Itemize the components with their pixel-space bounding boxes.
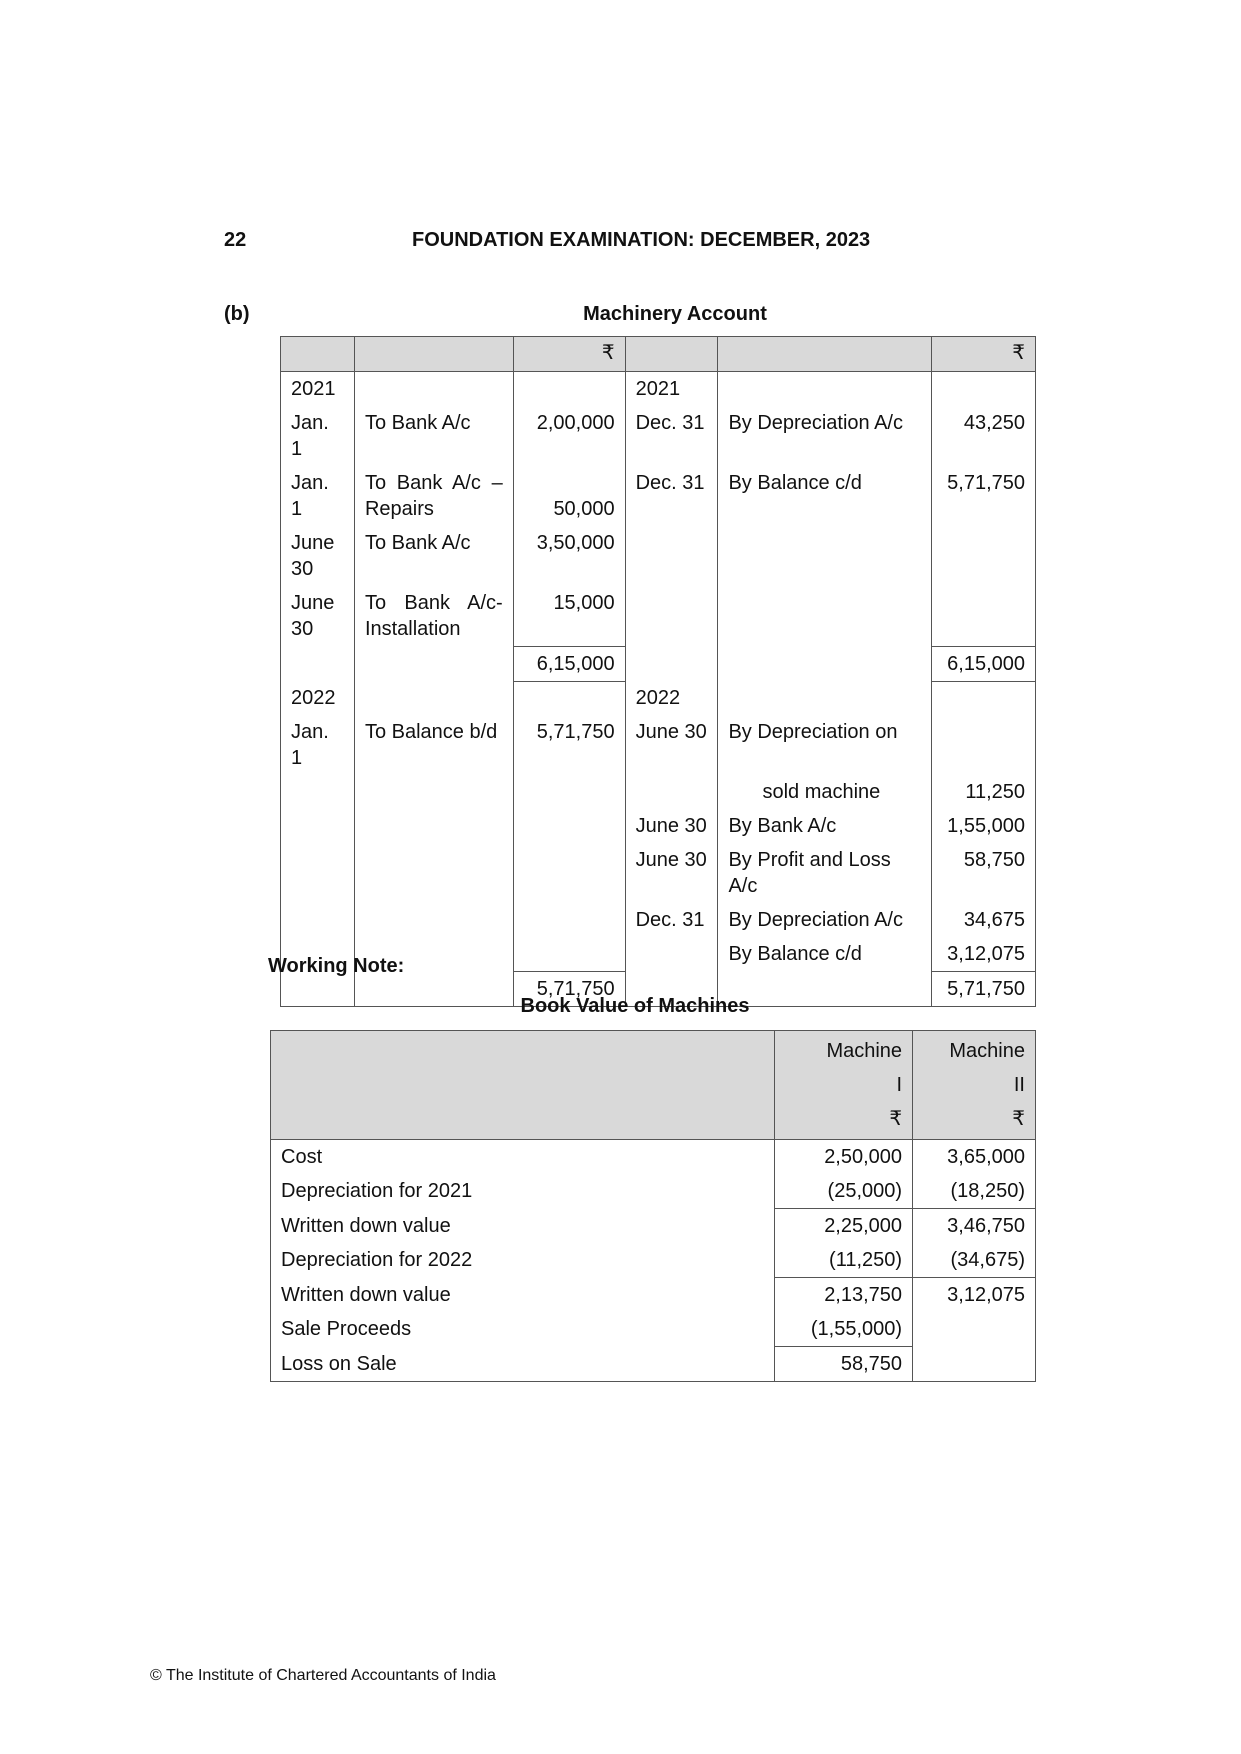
debit-amount: 50,000 (513, 466, 625, 526)
credit-amount: 43,250 (931, 406, 1035, 466)
debit-particulars: To Bank A/c – Repairs (354, 466, 513, 526)
ledger-row (281, 775, 1036, 809)
debit-total: 5,71,750 (513, 972, 625, 1007)
book-value-row (271, 1347, 1036, 1382)
credit-amount: 1,55,000 (931, 809, 1035, 843)
ledger-row (281, 526, 1036, 586)
credit-date: June 30 (625, 843, 718, 903)
credit-particulars: By Balance c/d (718, 937, 932, 972)
machine-2-value: 3,46,750 (913, 1209, 1036, 1244)
ledger-row (281, 406, 1036, 466)
credit-particulars: By Depreciation A/c (718, 903, 932, 937)
row-label: Written down value (271, 1209, 775, 1244)
machine-2-value: 3,65,000 (913, 1140, 1036, 1175)
debit-particulars: To Bank A/c- Installation (354, 586, 513, 646)
debit-year: 2021 (281, 372, 355, 407)
debit-date: June 30 (281, 526, 355, 586)
book-value-table (270, 1030, 1036, 1382)
credit-date: Dec. 31 (625, 466, 718, 526)
debit-date: June 30 (281, 586, 355, 646)
part-label: (b) (224, 303, 250, 325)
ledger-total-row (281, 646, 1036, 681)
credit-total: 6,15,000 (931, 646, 1035, 681)
credit-total: 5,71,750 (931, 972, 1035, 1007)
machine-2-value (913, 1347, 1036, 1382)
machine-2-value: 3,12,075 (913, 1278, 1036, 1313)
ledger-row (281, 903, 1036, 937)
book-value-row (271, 1243, 1036, 1278)
row-label: Cost (271, 1140, 775, 1175)
book-value-row (271, 1174, 1036, 1209)
debit-amount: 15,000 (513, 586, 625, 646)
ledger-row (281, 586, 1036, 646)
book-value-row (271, 1312, 1036, 1347)
debit-date: Jan. 1 (281, 466, 355, 526)
book-value-row (271, 1140, 1036, 1175)
debit-amount: 3,50,000 (513, 526, 625, 586)
row-label: Depreciation for 2021 (271, 1174, 775, 1209)
page-number: 22 (224, 229, 247, 251)
working-note-label: Working Note: (268, 955, 405, 977)
ledger-title: Machinery Account (583, 303, 767, 325)
row-label: Written down value (271, 1278, 775, 1313)
ledger-row (281, 843, 1036, 903)
credit-date: June 30 (625, 715, 718, 775)
debit-total: 6,15,000 (513, 646, 625, 681)
machine-1-value: 58,750 (775, 1347, 913, 1382)
debit-amount: 2,00,000 (513, 406, 625, 466)
machine-1-value: (25,000) (775, 1174, 913, 1209)
credit-particulars: By Bank A/c (718, 809, 932, 843)
row-label: Depreciation for 2022 (271, 1243, 775, 1278)
row-label: Loss on Sale (271, 1347, 775, 1382)
copyright-footer: © The Institute of Chartered Accountants of India (150, 1667, 496, 1684)
credit-amount: 3,12,075 (931, 937, 1035, 972)
ledger-row (281, 715, 1036, 775)
machine-1-value: 2,13,750 (775, 1278, 913, 1313)
credit-amount: 11,250 (931, 775, 1035, 809)
credit-particulars: sold machine (718, 775, 932, 809)
machine-2-header: Machine II ₹ (913, 1031, 1036, 1140)
debit-particulars: To Balance b/d (354, 715, 513, 775)
credit-year: 2022 (625, 681, 718, 715)
credit-particulars: By Profit and Loss A/c (718, 843, 932, 903)
credit-date: June 30 (625, 809, 718, 843)
book-value-row (271, 1209, 1036, 1244)
currency-symbol: ₹ (931, 337, 1035, 372)
machine-2-value: (34,675) (913, 1243, 1036, 1278)
ledger-row (281, 466, 1036, 526)
machine-1-header: Machine I ₹ (775, 1031, 913, 1140)
ledger-row (281, 681, 1036, 715)
credit-date: Dec. 31 (625, 903, 718, 937)
credit-date: Dec. 31 (625, 406, 718, 466)
credit-amount: 58,750 (931, 843, 1035, 903)
debit-year: 2022 (281, 681, 355, 715)
credit-amount: 34,675 (931, 903, 1035, 937)
ledger-row (281, 809, 1036, 843)
debit-particulars: To Bank A/c (354, 526, 513, 586)
machine-1-value: (11,250) (775, 1243, 913, 1278)
row-label: Sale Proceeds (271, 1312, 775, 1347)
page-header: FOUNDATION EXAMINATION: DECEMBER, 2023 (412, 229, 871, 251)
machine-2-value: (18,250) (913, 1174, 1036, 1209)
credit-particulars: By Depreciation A/c (718, 406, 932, 466)
book-value-row (271, 1278, 1036, 1313)
ledger-row (281, 372, 1036, 407)
ledger-header-row (281, 337, 1036, 372)
credit-year: 2021 (625, 372, 718, 407)
debit-date: Jan. 1 (281, 406, 355, 466)
machine-1-value: 2,50,000 (775, 1140, 913, 1175)
credit-amount: 5,71,750 (931, 466, 1035, 526)
debit-amount: 5,71,750 (513, 715, 625, 775)
credit-particulars: By Depreciation on (718, 715, 932, 775)
debit-particulars: To Bank A/c (354, 406, 513, 466)
book-value-header (271, 1031, 1036, 1140)
debit-date: Jan. 1 (281, 715, 355, 775)
machine-2-value (913, 1312, 1036, 1347)
machine-1-value: (1,55,000) (775, 1312, 913, 1347)
machinery-account-table (280, 336, 1036, 1007)
credit-particulars: By Balance c/d (718, 466, 932, 526)
currency-symbol: ₹ (513, 337, 625, 372)
machine-1-value: 2,25,000 (775, 1209, 913, 1244)
book-value-title: Book Value of Machines (520, 995, 750, 1017)
